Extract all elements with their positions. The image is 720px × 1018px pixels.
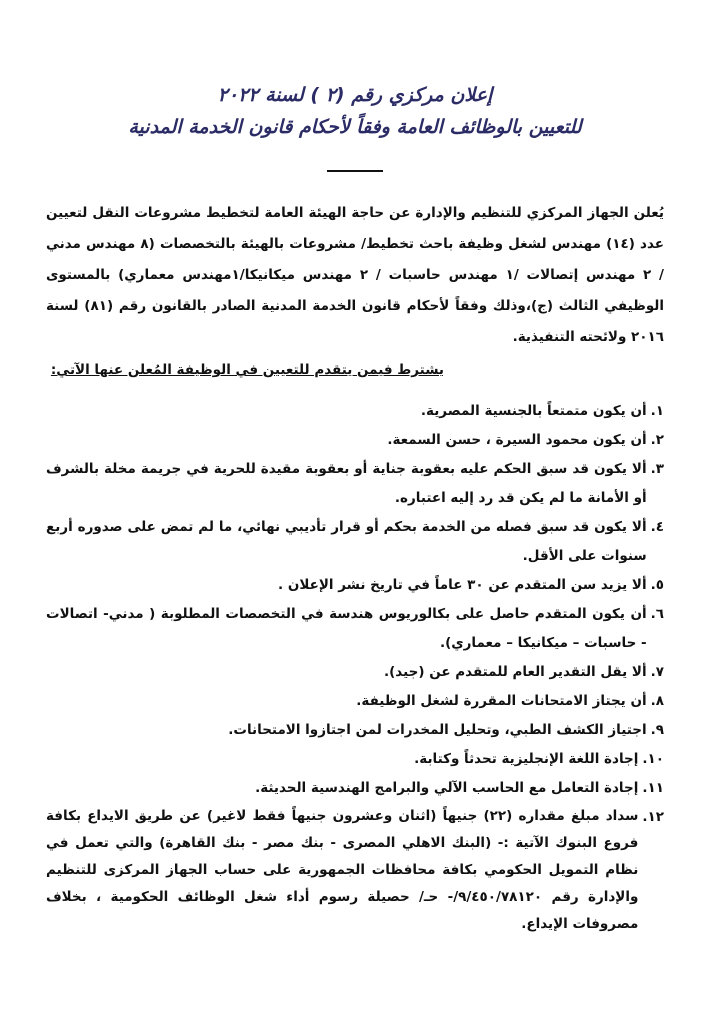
condition-item	[46, 745, 664, 774]
condition-item	[46, 397, 664, 426]
announcement-subtitle: للتعيين بالوظائف العامة وفقاً لأحكام قانون الخدمة المدنية	[128, 116, 582, 138]
condition-number: ٥.	[650, 577, 664, 593]
condition-number: ١٢.	[642, 809, 664, 825]
condition-number: ٧.	[650, 664, 664, 680]
condition-text: إجادة اللغة الإنجليزية تحدثاً وكتابة.	[414, 751, 639, 767]
condition-text: ألا يقل التقدير العام للمتقدم عن (جيد).	[383, 664, 647, 680]
title-divider	[327, 170, 383, 172]
condition-number: ٨.	[650, 693, 664, 709]
condition-text: أن يجتاز الامتحانات المقررة لشغل الوظيفة.	[356, 693, 647, 709]
condition-number: ٤.	[650, 519, 664, 535]
condition-item	[46, 716, 664, 745]
condition-text: سداد مبلغ مقداره (٢٢) جنيهاً (اثنان وعشرون جنيهاً فقط لاغير) عن طريق الايداع بكافة فروع البنوك الآتية :- (البنك الاهلي المصرى - بنك مصر - بنك القاهرة) والتي تعمل في نظام التمويل الحكومي بكافة محافظات الجمهورية على حساب الجهاز المركزى للتنظيم والإدارة رقم ٩/٤٥٠/٧٨١٢٠/- حـ/ حصيلة رسوم أداء شغل الوظائف الحكومية ، بخلاف مصروفات الإيداع.	[46, 808, 639, 932]
condition-item	[46, 571, 664, 600]
condition-item	[46, 658, 664, 687]
condition-text: ألا يكون قد سبق فصله من الخدمة بحكم أو قرار تأديبي نهائي، ما لم تمض على صدوره أربع سنوات على الأقل.	[46, 519, 647, 564]
condition-item	[46, 687, 664, 716]
condition-item	[46, 803, 664, 938]
condition-text: ألا يكون قد سبق الحكم عليه بعقوبة جناية أو بعقوبة مقيدة للحرية في جريمة مخلة بالشرف أو الأمانة ما لم يكن قد رد إليه اعتباره.	[46, 461, 647, 506]
condition-text: أن يكون متمتعاً بالجنسية المصرية.	[420, 403, 647, 419]
condition-item	[46, 513, 664, 571]
condition-number: ٩.	[650, 722, 664, 738]
condition-number: ١١.	[642, 780, 664, 796]
condition-number: ١٠.	[642, 751, 664, 767]
condition-number: ١.	[650, 403, 664, 419]
condition-item	[46, 426, 664, 455]
condition-text: اجتياز الكشف الطبي، وتحليل المخدرات لمن اجتازوا الامتحانات.	[228, 722, 647, 738]
condition-number: ٦.	[650, 606, 664, 622]
conditions-list	[46, 397, 664, 938]
condition-text: إجادة التعامل مع الحاسب الآلي والبرامج الهندسية الحديثة.	[255, 780, 639, 796]
condition-item	[46, 774, 664, 803]
condition-text: أن يكون محمود السيرة ، حسن السمعة.	[387, 432, 647, 448]
condition-text: ألا يزيد سن المتقدم عن ٣٠ عاماً في تاريخ نشر الإعلان .	[278, 577, 647, 593]
condition-number: ٢.	[650, 432, 664, 448]
condition-item	[46, 600, 664, 658]
condition-item	[46, 455, 664, 513]
announcement-title: إعلان مركزي رقم (٢ ) لسنة ٢٠٢٢	[217, 84, 493, 106]
conditions-heading: يشترط فيمن يتقدم للتعيين في الوظيفة المُعلن عنها الآتي:	[50, 362, 444, 378]
condition-text: أن يكون المتقدم حاصل على بكالوريوس هندسة في التخصصات المطلوبة ( مدني- اتصالات - حاسبات – ميكانيكا – معماري).	[46, 606, 647, 651]
intro-paragraph: يُعلن الجهاز المركزي للتنظيم والإدارة عن حاجة الهيئة العامة لتخطيط مشروعات النقل لتعيين عدد (١٤) مهندس لشغل وظيفة باحث تخطيط/ مشروعات بالهيئة بالتخصصات (٨ مهندس مدني / ٢ مهندس إتصالات /١ مهندس حاسبات / ٢ مهندس ميكانيكا/١مهندس معماري) بالمستوى الوظيفي الثالث (ج)،وذلك وفقاً لأحكام قانون الخدمة المدنية الصادر بالقانون رقم (٨١) لسنة ٢٠١٦ ولائحته التنفيذية.	[46, 205, 664, 345]
condition-number: ٣.	[650, 461, 664, 477]
